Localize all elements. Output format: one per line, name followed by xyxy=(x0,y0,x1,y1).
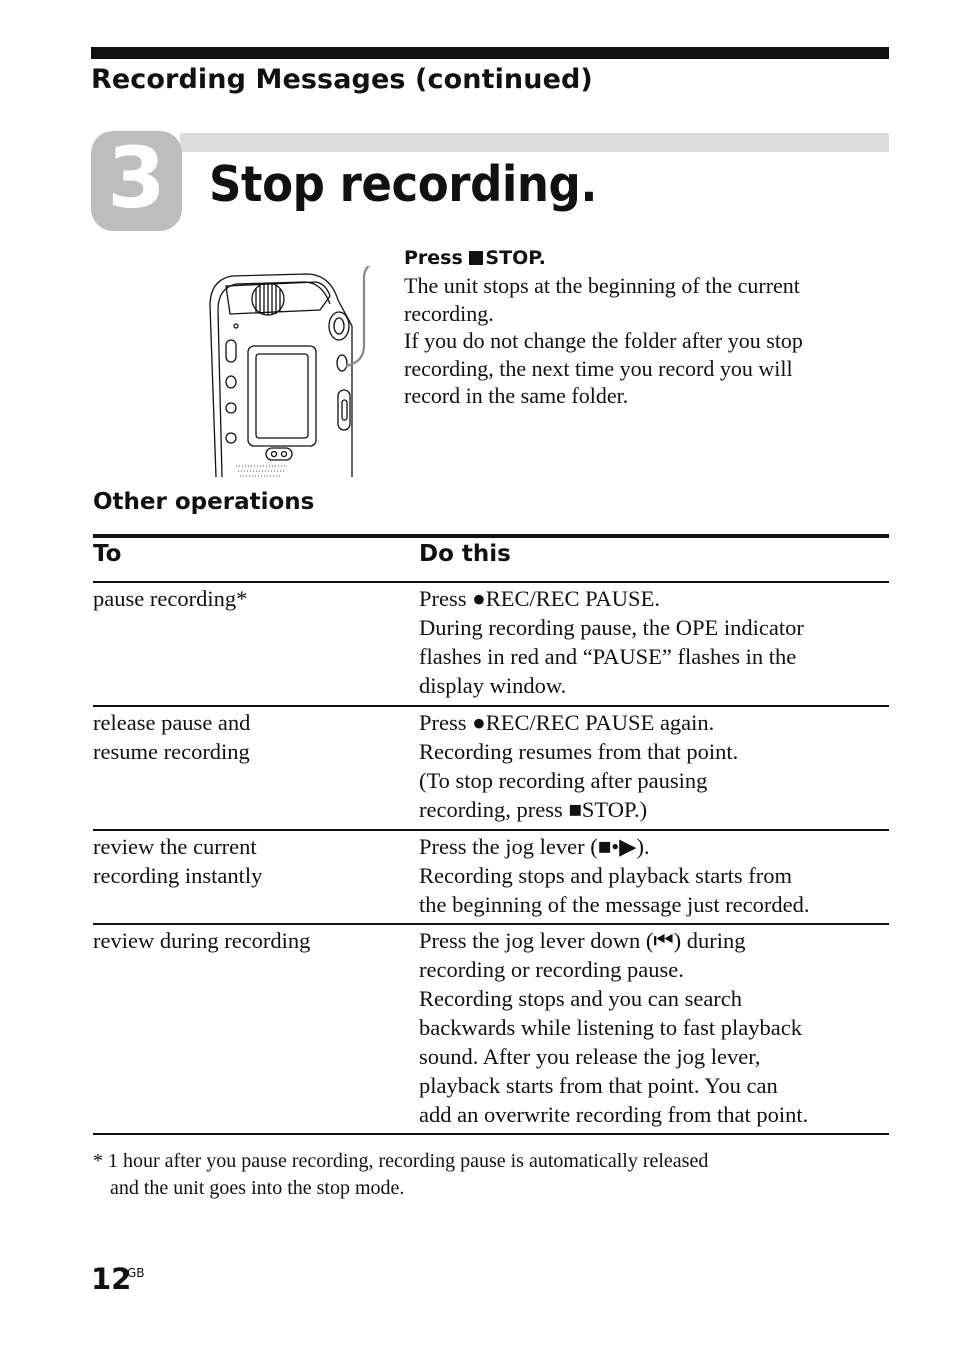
footnote-line: * 1 hour after you pause recording, recording pause is automatically released xyxy=(93,1150,709,1172)
cell-line: resume recording xyxy=(93,739,250,764)
table-row-divider xyxy=(93,705,889,707)
press-stop-instruction xyxy=(404,247,546,269)
cell-line: recording or recording pause. xyxy=(419,957,684,982)
table-row-divider xyxy=(93,581,889,583)
column-header-to: To xyxy=(93,541,122,567)
footnote xyxy=(93,1148,883,1202)
table-top-rule xyxy=(93,534,889,538)
table-row-to-cell xyxy=(93,832,393,890)
ic-recorder-illustration xyxy=(196,266,386,478)
table-row-divider xyxy=(93,829,889,831)
cell-line: recording instantly xyxy=(93,863,263,888)
cell-line: review the current xyxy=(93,834,257,859)
cell-line: Press ●REC/REC PAUSE again. xyxy=(419,710,715,735)
table-row-divider xyxy=(93,923,889,925)
footnote-line: and the unit goes into the stop mode. xyxy=(110,1177,405,1199)
cell-line: backwards while listening to fast playback xyxy=(419,1015,803,1040)
cell-line: add an overwrite recording from that point. xyxy=(419,1102,809,1127)
cell-line: Recording stops and you can search xyxy=(419,986,743,1011)
cell-line: (To stop recording after pausing xyxy=(419,768,708,793)
press-label: Press xyxy=(404,247,470,269)
table-row-do-cell xyxy=(419,584,889,700)
table-row-do-cell xyxy=(419,708,889,824)
step-number: 3 xyxy=(107,129,166,227)
table-row-do-cell xyxy=(419,926,889,1129)
instruction-line: If you do not change the folder after you stop xyxy=(404,328,803,353)
cell-line: Recording stops and playback starts from xyxy=(419,863,793,888)
page-number-suffix: GB xyxy=(127,1266,145,1280)
stop-icon xyxy=(469,251,483,265)
cell-line: Press the jog lever (■•▶). xyxy=(419,834,650,859)
section-title: Recording Messages (continued) xyxy=(91,64,593,95)
cell-line: Press ●REC/REC PAUSE. xyxy=(419,586,660,611)
stop-label: STOP. xyxy=(485,247,546,269)
cell-line: sound. After you release the jog lever, xyxy=(419,1044,761,1069)
cell-line: display window. xyxy=(419,673,567,698)
table-row-do-cell xyxy=(419,832,889,919)
cell-line: release pause and xyxy=(93,710,251,735)
cell-line: Press the jog lever down (⏮) during xyxy=(419,928,746,953)
other-operations-heading: Other operations xyxy=(93,489,315,515)
cell-line: review during recording xyxy=(93,928,311,953)
column-header-do-this: Do this xyxy=(419,541,511,567)
page-number: 12 xyxy=(91,1262,132,1296)
cell-line: During recording pause, the OPE indicator xyxy=(419,615,804,640)
instruction-line: The unit stops at the beginning of the current xyxy=(404,273,800,298)
table-row-to-cell xyxy=(93,708,393,766)
step-band xyxy=(180,133,889,152)
cell-line: recording, press ■STOP.) xyxy=(419,797,648,822)
cell-line: Recording resumes from that point. xyxy=(419,739,739,764)
instruction-line: record in the same folder. xyxy=(404,383,629,408)
cell-line: playback starts from that point. You can xyxy=(419,1073,778,1098)
step-title: Stop recording. xyxy=(209,156,597,213)
cell-line: flashes in red and “PAUSE” flashes in the xyxy=(419,644,797,669)
cell-line: the beginning of the message just recorded. xyxy=(419,892,810,917)
table-row-to-cell xyxy=(93,926,393,955)
instruction-body xyxy=(404,272,874,410)
header-rule xyxy=(91,47,889,59)
table-row-to-cell xyxy=(93,584,393,613)
instruction-line: recording, the next time you record you will xyxy=(404,355,793,381)
cell-line: pause recording* xyxy=(93,586,248,611)
table-bottom-rule xyxy=(93,1133,889,1135)
instruction-line: recording. xyxy=(404,300,494,326)
